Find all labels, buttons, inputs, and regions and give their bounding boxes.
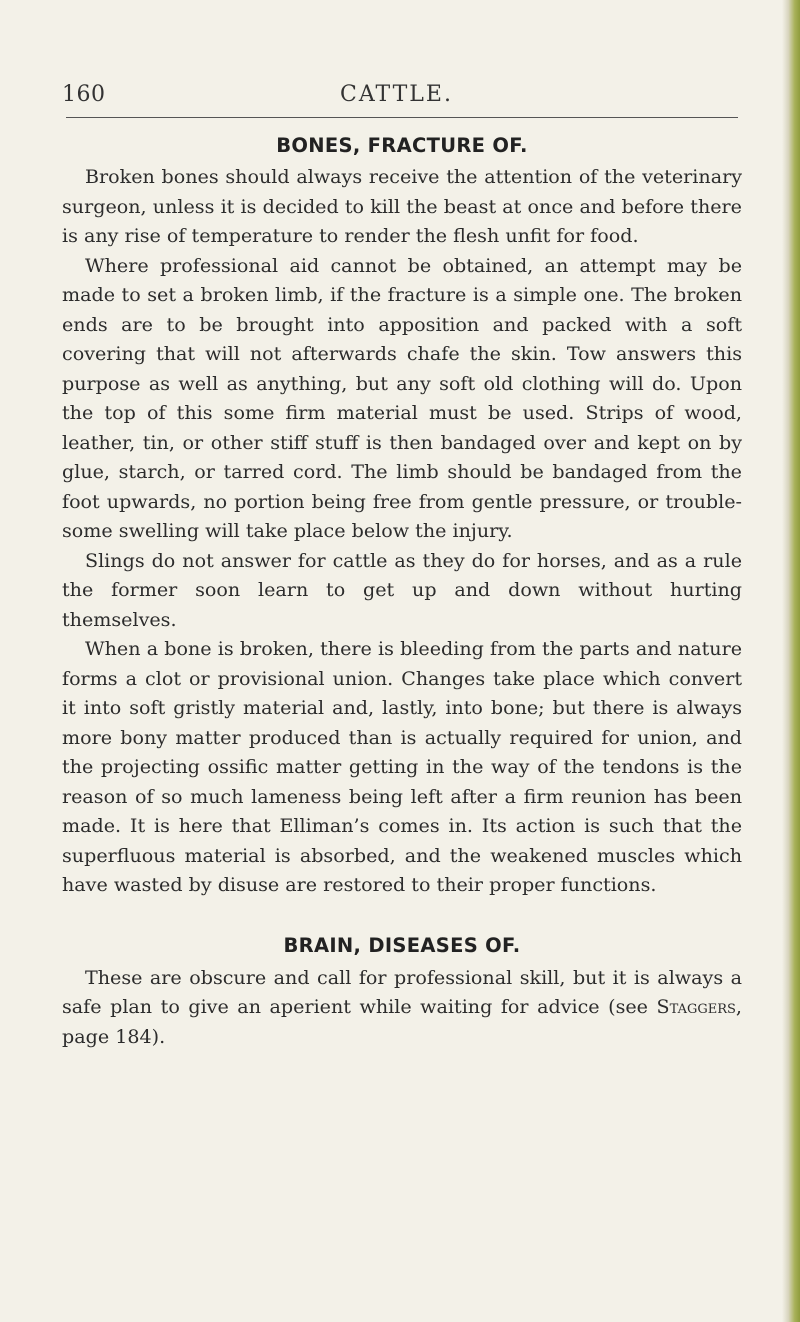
paragraph	[62, 963, 742, 1052]
paragraph: Broken bones should always receive the attention of the veterinary surgeon, unless it is decided to kill the beast at once and before there is any rise of temperature to render the flesh unfit for food.	[62, 165, 742, 247]
page-body	[62, 130, 742, 1051]
running-title: CATTLE.	[340, 82, 453, 107]
page-header	[62, 80, 742, 116]
section-title-bones-fracture: BONES, FRACTURE OF.	[276, 134, 528, 157]
paragraph: When a bone is broken, there is bleeding from the parts and nature forms a clot or provisional union. Changes take place which convert it into soft gristly material and, lastly, into bone; but there is always more bony matter produced than is actually required for union, and the projecting ossific matter getting in the way of the tendons is the reason of so much lameness being left after a firm reunion has been made. It is here that Elliman’s comes in. Its action is such that the superfluous material is absorbed, and the weakened muscles which have wasted by disuse are restored to their proper functions.	[62, 637, 742, 896]
header-rule	[66, 117, 738, 118]
paragraph-text: , page 184).	[62, 995, 742, 1048]
page-edge-shading	[782, 0, 800, 1322]
page-number: 160	[62, 82, 106, 107]
paragraph-text: These are obscure and call for professional skill, but it is always a safe plan to give an aperient while waiting for advice (see	[62, 965, 742, 1018]
paragraph: Slings do not answer for cattle as they do for horses, and as a rule the former soon learn to get up and down without hurting themselves.	[62, 548, 742, 631]
cross-reference: Staggers	[656, 995, 736, 1018]
section-title-brain-diseases: BRAIN, DISEASES OF.	[283, 933, 521, 957]
paragraph: Where professional aid cannot be obtained, an attempt may be made to set a broken limb, if the fracture is a simple one. The broken ends are to be brought into apposition and packed with a soft covering that will not afterwards chafe the skin. Tow answers this purpose as well as anything, but any soft old clothing will do. Upon the top of this some firm material must be used. Strips of wood, leather, tin, or other stiff stuff is then bandaged over and kept on by glue, starch, or tarred cord. The limb should be bandaged from the foot upwards, no portion being free from gentle pressure, or trouble-some swelling will take place below the injury.	[62, 253, 742, 542]
